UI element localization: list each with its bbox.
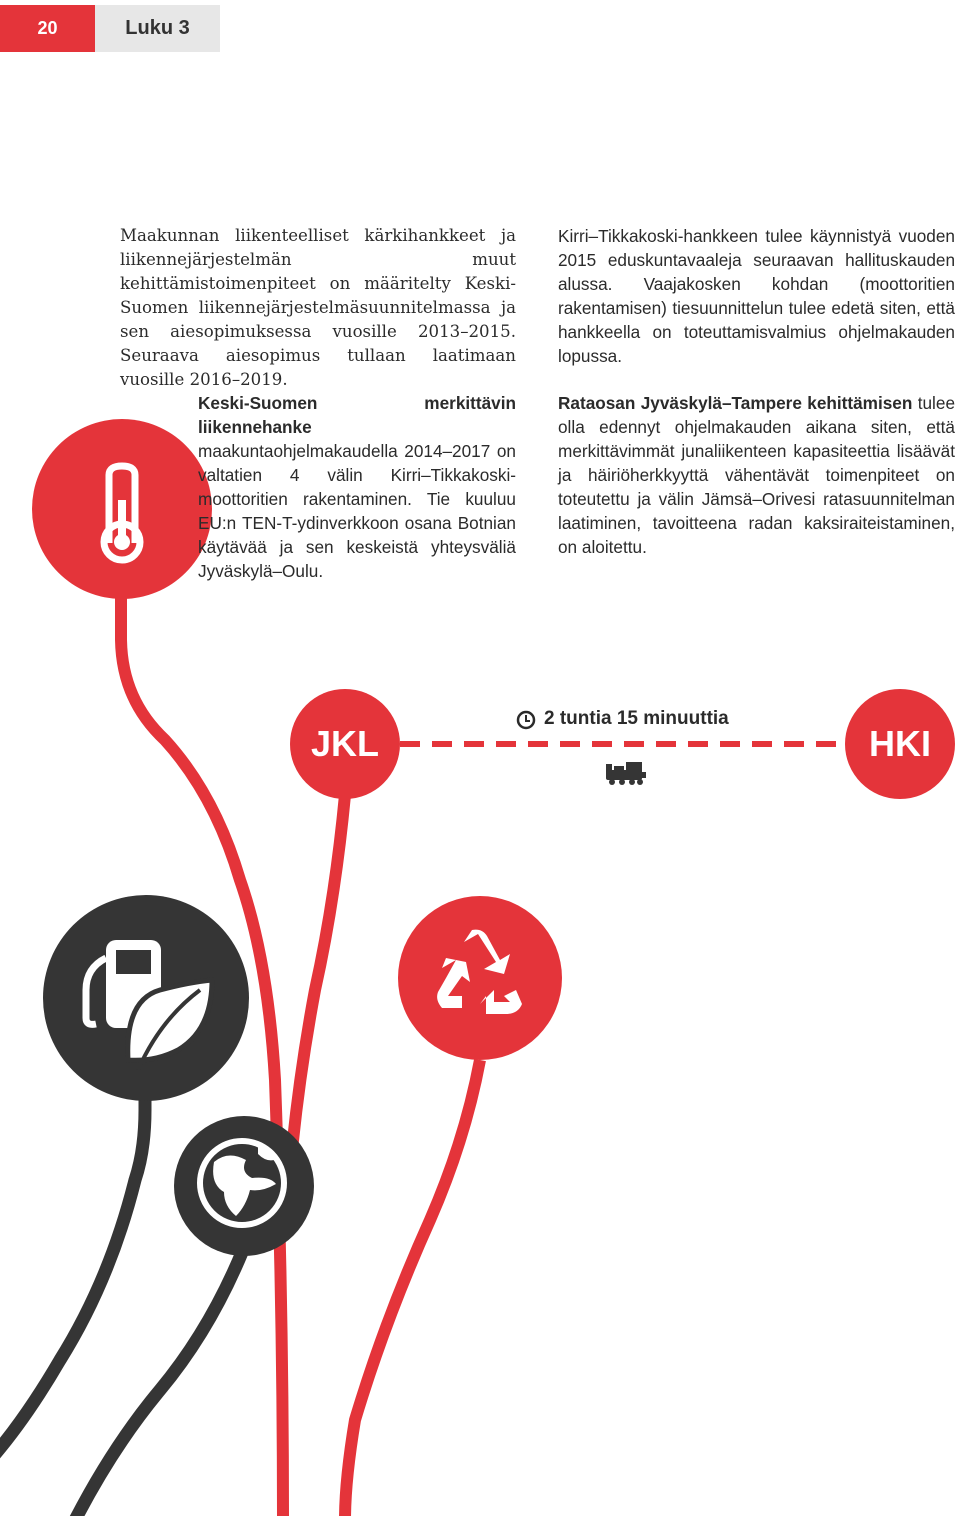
route-duration: 2 tuntia 15 minuuttia [544,708,729,729]
chapter-title: Luku 3 [125,17,190,39]
train-icon [606,762,646,785]
highlight-body: maakuntaohjelmakaudella 2014–2017 on valtatien 4 välin Kirri–Tikkakoski-moottoritien rakentaminen. Tie kuuluu EU:n TEN-T-ydinverkkoon osana Botnian käytävää ja sen keskeistä yhteysväliä Jyväskylä–Oulu. [198,441,516,581]
kirri-paragraph: Kirri–Tikkakoski-hankkeen tulee käynnistyä vuoden 2015 eduskuntavaaleja seuraavan hallituskauden alussa. Vaajakosken kohdan (moottoritien rakentamisen) tiesuunnittelun tulee edetä siten, että hankkeella on toteuttamisvalmius ohjelmakauden lopussa. [558,226,955,366]
rata-body: tulee olla edennyt ohjelmakauden aikana siten, että merkittävimmät junaliikenteen kapasiteettia lisäävät ja häiriöherkkyyttä vähentävät toimenpiteet on toteutettu ja välin Jämsä–Orivesi ratasuunnitelman laatiminen, tavoitteena radan kaksiraiteistaminen, on aloitettu. [558,393,955,557]
dark-line-left [0,1080,145,1460]
route-to: HKI [869,723,931,764]
highlight-paragraph [198,391,516,583]
clock-icon [518,712,534,728]
recycle-circle [398,896,562,1060]
rata-paragraph [558,391,955,559]
page-number: 20 [37,18,58,38]
chapter-tab [95,5,220,52]
intro-paragraph: Maakunnan liikenteelliset kärkihankkeet ja liikennejärjestelmän muut kehittämistoimenpiteet on määritelty Keski-Suomen liikennejärjestelmäsuunnitelmassa ja sen aiesopimuksessa vuosille 2013–2015. Seuraava aiesopimus tullaan laatimaan vuosille 2016–2019. [120,226,516,389]
page-number-tab [0,5,95,52]
red-line-recycle [345,1060,480,1516]
rata-lead: Rataosan Jyväskylä–Tampere kehittämisen [558,393,913,413]
route-from: JKL [310,723,379,764]
highlight-lead: Keski-Suomen merkittävin liikennehanke [198,393,516,437]
red-line-jkl [292,795,345,1150]
